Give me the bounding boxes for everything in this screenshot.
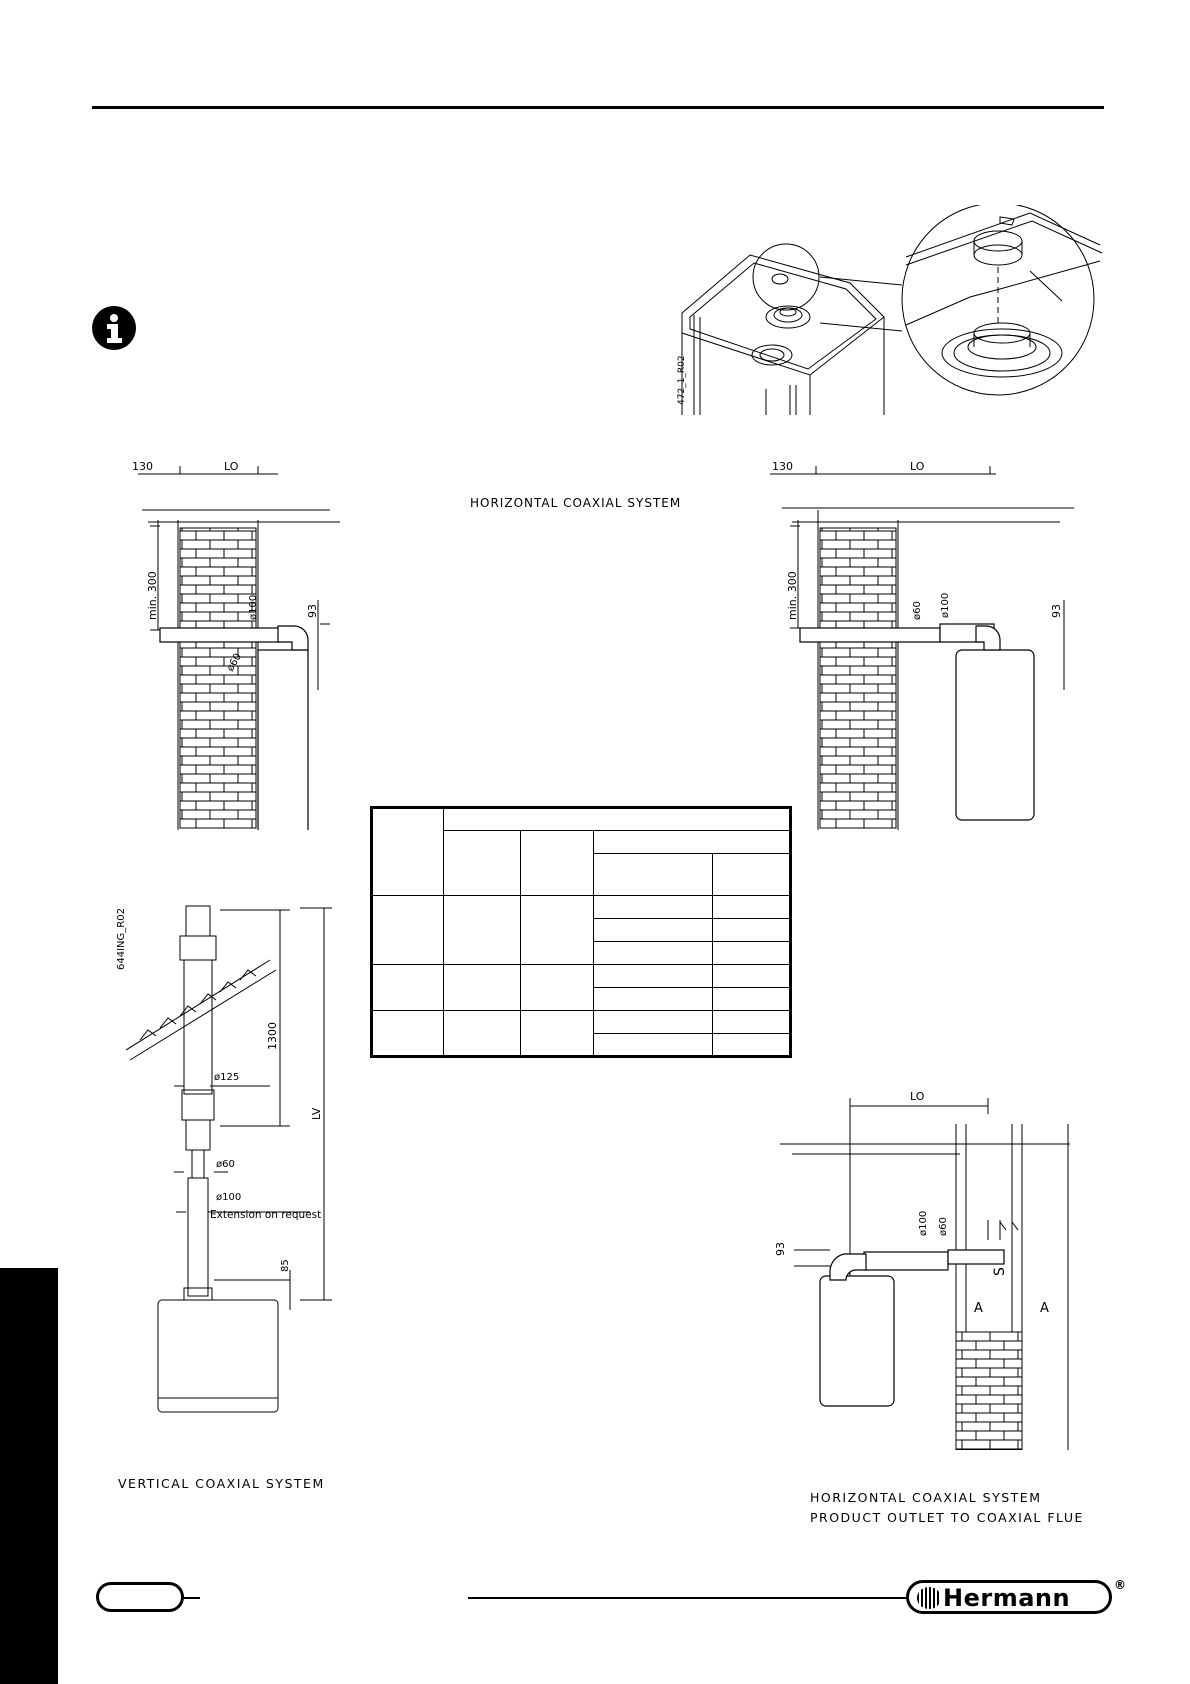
left-dim-lo: LO xyxy=(224,460,239,473)
outlet-dim-60: ø60 xyxy=(938,1217,949,1236)
left-dim-wall: 130 xyxy=(132,460,153,473)
left-dim-outer: ø100 xyxy=(248,594,259,620)
registered-mark: ® xyxy=(1114,1578,1126,1592)
footer-tick xyxy=(184,1597,200,1599)
left-dim-inner: ø60 xyxy=(225,651,245,674)
flue-table xyxy=(370,806,792,1058)
label-s: S xyxy=(992,1267,1008,1276)
table-cell xyxy=(713,918,791,941)
info-icon xyxy=(92,306,136,350)
left-horizontal-drawing xyxy=(120,450,360,830)
dim-85: 85 xyxy=(280,1259,291,1272)
right-dim-outer: ø100 xyxy=(940,592,951,618)
table-cell xyxy=(521,1010,594,1056)
outlet-coaxial-flue-drawing xyxy=(760,1080,1090,1450)
table-cell xyxy=(594,964,713,987)
dim-100: ø100 xyxy=(216,1192,242,1203)
table-cell xyxy=(713,964,791,987)
table-cell xyxy=(713,1010,791,1033)
table-cell xyxy=(713,854,791,896)
table-cell xyxy=(444,831,521,896)
boiler-top-view-drawing xyxy=(670,205,1110,415)
side-language-tab xyxy=(0,1268,58,1684)
right-dim-inner: ø60 xyxy=(912,601,923,620)
header-rule xyxy=(92,106,1104,109)
table-cell xyxy=(594,918,713,941)
right-horizontal-drawing xyxy=(760,450,1100,830)
table-cell xyxy=(521,895,594,964)
footer-rule xyxy=(468,1597,918,1599)
table-cell xyxy=(521,964,594,1010)
outlet-caption-line1: HORIZONTAL COAXIAL SYSTEM xyxy=(810,1490,1042,1505)
table-cell xyxy=(372,808,444,896)
dim-lv: LV xyxy=(310,1107,323,1120)
table-cell xyxy=(444,1010,521,1056)
outlet-dim-lo: LO xyxy=(910,1090,925,1103)
table-cell xyxy=(444,895,521,964)
right-dim-lo: LO xyxy=(910,460,925,473)
label-a-right: A xyxy=(1040,1301,1049,1316)
table-cell xyxy=(444,808,791,831)
horizontal-system-title: HORIZONTAL COAXIAL SYSTEM xyxy=(470,496,682,510)
table-cell xyxy=(713,895,791,918)
table-cell xyxy=(372,1010,444,1056)
top-view-code: 472_1_R02 xyxy=(677,355,687,405)
table-cell xyxy=(594,1010,713,1033)
table-cell xyxy=(372,895,444,964)
table-cell xyxy=(594,987,713,1010)
table-cell xyxy=(713,987,791,1010)
right-dim-min: min. 300 xyxy=(786,571,799,620)
page-number-box xyxy=(96,1582,184,1612)
brand-name: Hermann xyxy=(943,1584,1071,1612)
right-dim-height: 93 xyxy=(1050,604,1063,618)
vertical-coaxial-drawing xyxy=(110,890,350,1420)
dim-60: ø60 xyxy=(216,1159,235,1170)
table-cell xyxy=(594,895,713,918)
dim-1300: 1300 xyxy=(266,1022,279,1050)
table-cell xyxy=(444,964,521,1010)
outlet-caption-line2: PRODUCT OUTLET TO COAXIAL FLUE xyxy=(810,1510,1084,1525)
dim-125: ø125 xyxy=(214,1072,240,1083)
right-dim-wall: 130 xyxy=(772,460,793,473)
logo-stripes-icon xyxy=(917,1587,941,1609)
table-cell xyxy=(713,941,791,964)
outlet-dim-93: 93 xyxy=(774,1242,787,1256)
table-cell xyxy=(372,964,444,1010)
table-cell xyxy=(521,831,594,896)
table-cell xyxy=(594,941,713,964)
table-cell xyxy=(713,1033,791,1056)
label-a-left: A xyxy=(974,1301,983,1316)
brand-logo xyxy=(906,1580,1112,1614)
vertical-code: 644ING_R02 xyxy=(116,908,127,970)
vertical-caption: VERTICAL COAXIAL SYSTEM xyxy=(118,1476,325,1491)
left-dim-min: min. 300 xyxy=(146,571,159,620)
left-dim-height: 93 xyxy=(306,604,319,618)
table-cell xyxy=(594,1033,713,1056)
outlet-dim-100: ø100 xyxy=(918,1210,929,1236)
table-cell xyxy=(594,831,791,854)
extension-note: Extension on request xyxy=(210,1209,322,1221)
table-cell xyxy=(594,854,713,896)
